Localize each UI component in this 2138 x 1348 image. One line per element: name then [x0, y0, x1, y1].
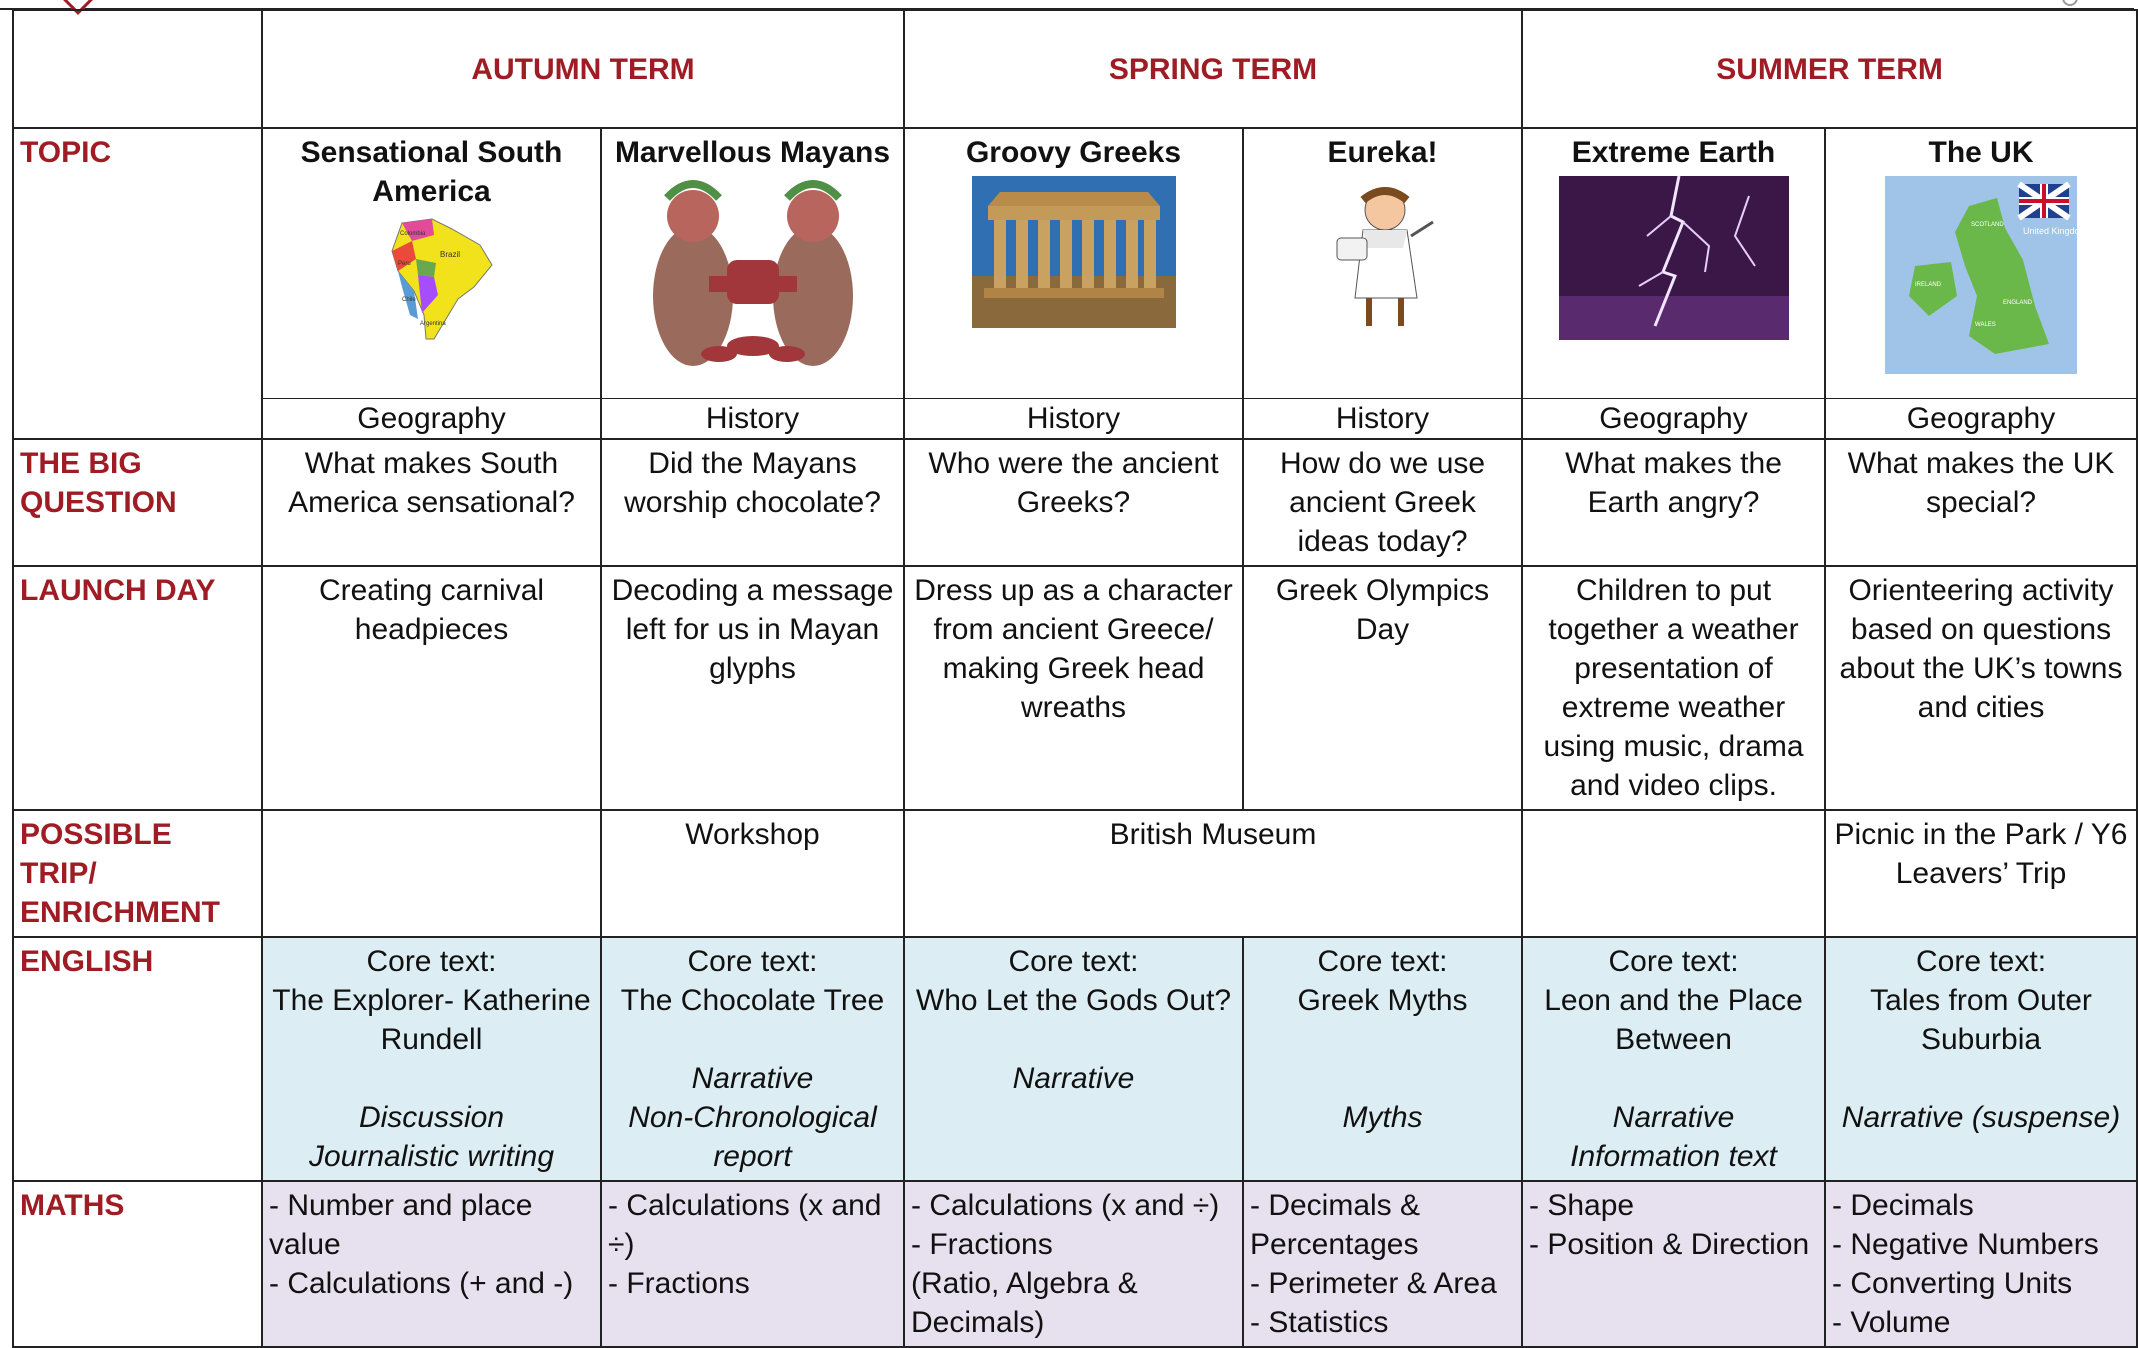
book-title: The Chocolate Tree [620, 983, 885, 1017]
trip-cell-empty [262, 810, 601, 937]
svg-text:United Kingdom: United Kingdom [2023, 226, 2088, 236]
maths-item: - Calculations (+ and -) [269, 1266, 574, 1300]
svg-text:Peru: Peru [397, 261, 411, 267]
greek-character-icon [1250, 176, 1515, 336]
topic-title: Marvellous Mayans [614, 136, 891, 169]
parthenon-icon [911, 176, 1236, 328]
subject-cell: History [904, 398, 1243, 439]
big-question-label: THE BIG QUESTION [13, 439, 262, 566]
svg-text:Brazil: Brazil [439, 250, 460, 259]
page-corner-icon [2062, 0, 2078, 6]
question-cell: What makes the UK special? [1825, 439, 2137, 566]
trip-cell: Workshop [601, 810, 904, 937]
question-cell: Who were the ancient Greeks? [904, 439, 1243, 566]
book-title: Tales from Outer Suburbia [1870, 983, 2092, 1056]
svg-text:Chile: Chile [401, 297, 416, 303]
maths-label: MATHS [13, 1181, 262, 1347]
big-question-row [13, 439, 2137, 566]
launch-cell: Orienteering activity based on questions about the UK’s towns and cities [1825, 566, 2137, 810]
launch-day-label: LAUNCH DAY [13, 566, 262, 810]
english-cell [601, 937, 904, 1181]
maths-item: - Calculations (x and ÷) [608, 1188, 882, 1261]
maths-item: - Calculations (x and ÷) [911, 1188, 1220, 1222]
topic-row [13, 128, 2137, 398]
maths-item: - Volume [1832, 1305, 1951, 1339]
english-cell [1522, 937, 1825, 1181]
core-text-label: Core text: [1915, 944, 2047, 978]
genre: Information text [1570, 1139, 1777, 1173]
maths-item: - Fractions [608, 1266, 750, 1300]
svg-text:ENGLAND: ENGLAND [2003, 300, 2033, 306]
maths-cell [1825, 1181, 2137, 1347]
maths-item: - Perimeter & Area [1250, 1266, 1497, 1300]
topic-cell [601, 128, 904, 398]
book-title: Who Let the Gods Out? [915, 983, 1232, 1017]
svg-text:WALES: WALES [1975, 322, 1996, 328]
core-text-label: Core text: [366, 944, 497, 978]
trip-cell: Picnic in the Park / Y6 Leavers’ Trip [1825, 810, 2137, 937]
launch-day-row [13, 566, 2137, 810]
maths-item: - Negative Numbers [1832, 1227, 2099, 1261]
maths-item: - Position & Direction [1529, 1227, 1810, 1261]
subject-cell: Geography [1825, 398, 2137, 439]
genre: Narrative [1012, 1061, 1135, 1095]
genre: Narrative [1612, 1100, 1735, 1134]
svg-text:SCOTLAND: SCOTLAND [1971, 222, 2004, 228]
maths-item: - Number and place value [269, 1188, 533, 1261]
topic-label: TOPIC [13, 128, 262, 398]
trip-label: POSSIBLE TRIP/ ENRICHMENT [13, 810, 262, 937]
maths-item: - Decimals & Percentages [1250, 1188, 1421, 1261]
autumn-term-header: AUTUMN TERM [262, 10, 904, 128]
maths-cell [1243, 1181, 1522, 1347]
trip-cell: British Museum [904, 810, 1522, 937]
core-text-label: Core text: [687, 944, 818, 978]
genre: Non-Chronological report [628, 1100, 877, 1173]
term-header-row [13, 10, 2137, 128]
topic-cell [1243, 128, 1522, 398]
maths-item: (Ratio, Algebra & Decimals) [911, 1266, 1138, 1339]
english-row [13, 937, 2137, 1181]
core-text-label: Core text: [1317, 944, 1448, 978]
english-cell [904, 937, 1243, 1181]
corner-cell [13, 10, 262, 128]
english-cell [1243, 937, 1522, 1181]
topic-title: Groovy Greeks [965, 136, 1182, 169]
book-title: The Explorer- Katherine Rundell [272, 983, 591, 1056]
topic-title: Extreme Earth [1571, 136, 1776, 169]
topic-title: Eureka! [1327, 136, 1438, 169]
launch-cell: Decoding a message left for us in Mayan glyphs [601, 566, 904, 810]
south-america-map-icon [269, 215, 594, 345]
maths-item: - Fractions [911, 1227, 1053, 1261]
maths-item: - Shape [1529, 1188, 1635, 1222]
maths-item: - Converting Units [1832, 1266, 2073, 1300]
svg-text:Argentina: Argentina [419, 321, 446, 327]
english-cell [1825, 937, 2137, 1181]
maths-item: - Decimals [1832, 1188, 1974, 1222]
topic-cell [262, 128, 601, 398]
launch-cell: Dress up as a character from ancient Greece/ making Greek head wreaths [904, 566, 1243, 810]
genre: Narrative (suspense) [1841, 1100, 2121, 1134]
genre: Journalistic writing [308, 1139, 555, 1173]
launch-cell: Children to put together a weather presentation of extreme weather using music, drama and video clips. [1522, 566, 1825, 810]
book-title: Greek Myths [1297, 983, 1468, 1017]
launch-cell: Creating carnival headpieces [262, 566, 601, 810]
trip-cell-empty [1522, 810, 1825, 937]
genre: Discussion [358, 1100, 505, 1134]
question-cell: What makes South America sensational? [262, 439, 601, 566]
topic-cell [1825, 128, 2137, 398]
genre: Myths [1342, 1100, 1423, 1134]
spring-term-header: SPRING TERM [904, 10, 1522, 128]
maths-cell [262, 1181, 601, 1347]
topic-title: Sensational South America [300, 136, 563, 208]
subject-cell: History [601, 398, 904, 439]
book-title: Leon and the Place Between [1544, 983, 1803, 1056]
curriculum-table [12, 9, 2138, 1348]
core-text-label: Core text: [1608, 944, 1739, 978]
maths-row [13, 1181, 2137, 1347]
mayan-figures-icon [608, 176, 897, 376]
svg-text:Colombia: Colombia [399, 231, 425, 237]
question-cell: What makes the Earth angry? [1522, 439, 1825, 566]
lightning-icon [1529, 176, 1818, 340]
question-cell: How do we use ancient Greek ideas today? [1243, 439, 1522, 566]
summer-term-header: SUMMER TERM [1522, 10, 2137, 128]
core-text-label: Core text: [1008, 944, 1139, 978]
trip-row [13, 810, 2137, 937]
topic-cell [904, 128, 1243, 398]
topic-title: The UK [1928, 136, 2034, 169]
genre: Narrative [691, 1061, 814, 1095]
topic-label-continuation [13, 398, 262, 439]
subject-cell: History [1243, 398, 1522, 439]
svg-text:IRELAND: IRELAND [1915, 282, 1942, 288]
subject-cell: Geography [1522, 398, 1825, 439]
maths-cell [1522, 1181, 1825, 1347]
english-cell [262, 937, 601, 1181]
subject-cell: Geography [262, 398, 601, 439]
uk-map-icon [1832, 176, 2130, 374]
topic-cell [1522, 128, 1825, 398]
english-label: ENGLISH [13, 937, 262, 1181]
subject-row [13, 398, 2137, 439]
question-cell: Did the Mayans worship chocolate? [601, 439, 904, 566]
maths-item: - Statistics [1250, 1305, 1389, 1339]
maths-cell [904, 1181, 1243, 1347]
maths-cell [601, 1181, 904, 1347]
launch-cell: Greek Olympics Day [1243, 566, 1522, 810]
